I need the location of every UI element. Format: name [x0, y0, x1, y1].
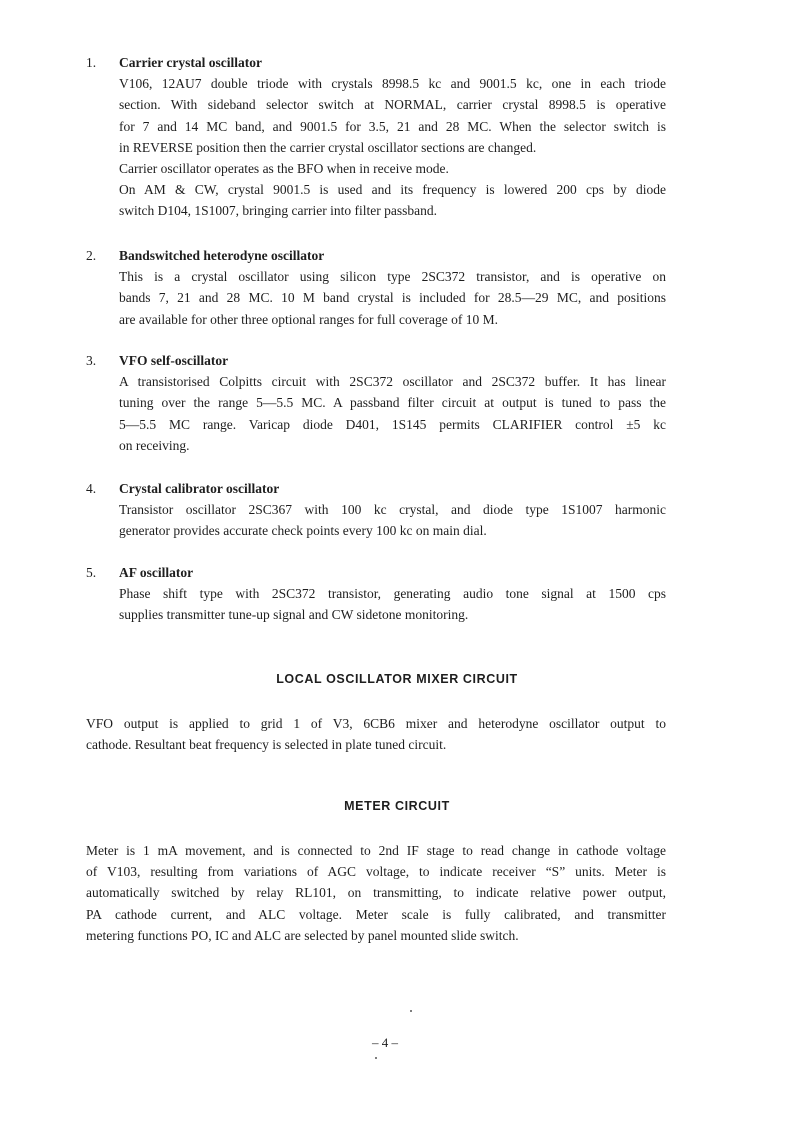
- item-af-oscillator: [86, 562, 666, 627]
- body-line: bands 7, 21 and 28 MC. 10 M band crystal is included for 28.5—29 MC, and positions: [119, 290, 666, 306]
- body-line: supplies transmitter tune-up signal and CW sidetone monitoring.: [119, 607, 469, 623]
- scan-speck: [375, 1057, 377, 1059]
- body-line: generator provides accurate check points every 100 kc on main dial.: [119, 523, 487, 539]
- item-title: Bandswitched heterodyne oscillator: [119, 248, 325, 263]
- body-line: PA cathode current, and ALC voltage. Meter scale is fully calibrated, and transmitter: [86, 906, 666, 922]
- section-heading-meter-circuit: METER CIRCUIT: [344, 799, 450, 813]
- body-line: Transistor oscillator 2SC367 with 100 kc crystal, and diode type 1S1007 harmonic: [119, 502, 666, 518]
- body-line: Carrier oscillator operates as the BFO when in receive mode.: [119, 161, 449, 176]
- item-body: [119, 266, 666, 330]
- body-line: Meter is 1 mA movement, and is connected to 2nd IF stage to read change in cathode voltage: [86, 843, 666, 858]
- section-heading-local-oscillator-mixer: LOCAL OSCILLATOR MIXER CIRCUIT: [276, 672, 518, 686]
- body-line: This is a crystal oscillator using silicon type 2SC372 transistor, and is operative on: [119, 269, 666, 285]
- body-line: on receiving.: [119, 437, 190, 453]
- item-crystal-calibrator-oscillator: [86, 478, 666, 543]
- item-body: [119, 73, 666, 221]
- item-body: [119, 583, 666, 625]
- body-line: section. With sideband selector switch at NORMAL, carrier crystal 8998.5 is operative: [119, 97, 666, 113]
- item-title: AF oscillator: [119, 565, 194, 580]
- body-line: are available for other three optional ranges for full coverage of 10 M.: [119, 311, 498, 327]
- item-body: [119, 371, 666, 456]
- item-number: 4.: [86, 481, 97, 496]
- body-line: for 7 and 14 MC band, and 9001.5 for 3.5, 21 and 28 MC. When the selector switch is: [119, 118, 666, 134]
- item-number: 3.: [86, 353, 97, 368]
- item-title: VFO self-oscillator: [119, 353, 229, 368]
- paragraph-meter-circuit: [86, 840, 666, 946]
- page-number: – 4 –: [372, 1035, 398, 1050]
- body-line: automatically switched by relay RL101, on transmitting, to indicate relative power output,: [86, 885, 666, 901]
- body-line: tuning over the range 5—5.5 MC. A passband filter circuit at output is tuned to pass the: [119, 395, 666, 411]
- item-number: 5.: [86, 565, 97, 580]
- item-number: 1.: [86, 55, 97, 70]
- scan-speck: [410, 1010, 412, 1012]
- body-line: V106, 12AU7 double triode with crystals 8998.5 kc and 9001.5 kc, one in each triode: [119, 76, 666, 92]
- body-line: switch D104, 1S1007, bringing carrier into filter passband.: [119, 203, 437, 219]
- body-line: cathode. Resultant beat frequency is selected in plate tuned circuit.: [86, 737, 447, 753]
- item-title: Carrier crystal oscillator: [119, 55, 262, 70]
- body-line: in REVERSE position then the carrier crystal oscillator sections are changed.: [119, 139, 537, 155]
- paragraph-local-oscillator-mixer: [86, 713, 666, 755]
- item-carrier-crystal-oscillator: [86, 52, 666, 222]
- item-number: 2.: [86, 248, 97, 263]
- body-line: metering functions PO, IC and ALC are selected by panel mounted slide switch.: [86, 927, 519, 943]
- item-title: Crystal calibrator oscillator: [119, 481, 280, 496]
- body-line: A transistorised Colpitts circuit with 2SC372 oscillator and 2SC372 buffer. It has linear: [119, 374, 666, 390]
- body-line: Phase shift type with 2SC372 transistor, generating audio tone signal at 1500 cps: [119, 586, 666, 602]
- item-bandswitched-heterodyne-oscillator: [86, 245, 666, 331]
- body-line: of V103, resulting from variations of AGC voltage, to indicate receiver “S” units. Meter is: [86, 864, 666, 880]
- body-line: VFO output is applied to grid 1 of V3, 6CB6 mixer and heterodyne oscillator output to: [86, 716, 666, 731]
- body-line: 5—5.5 MC range. Varicap diode D401, 1S145 permits CLARIFIER control ±5 kc: [119, 416, 666, 432]
- item-body: [119, 499, 666, 541]
- body-line: On AM & CW, crystal 9001.5 is used and its frequency is lowered 200 cps by diode: [119, 182, 666, 198]
- item-vfo-self-oscillator: [86, 350, 666, 457]
